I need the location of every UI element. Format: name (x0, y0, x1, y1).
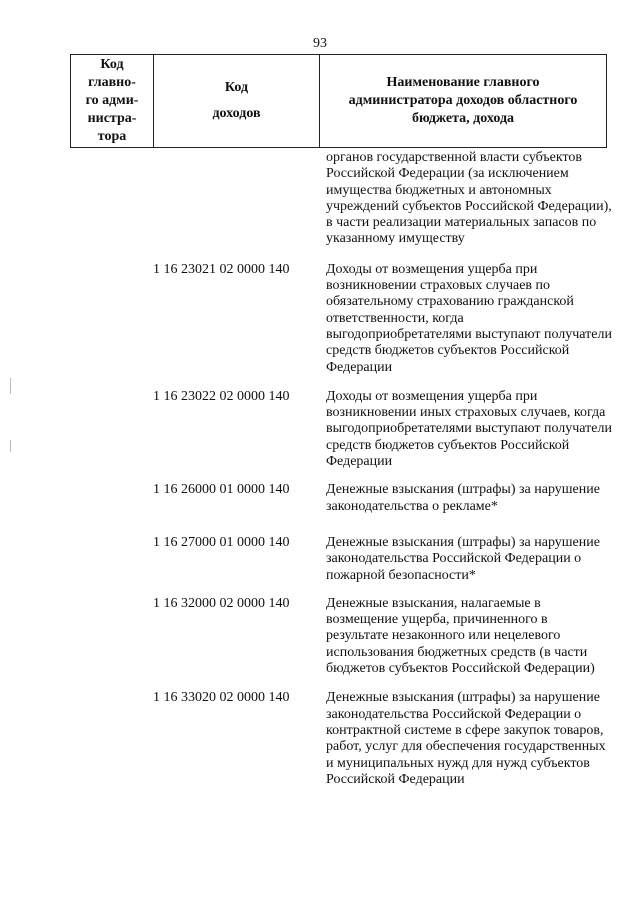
income-name: Денежные взыскания (штрафы) за нарушение законодательства Российской Федерации о пожарной безопасности* (326, 534, 600, 583)
table-row (0, 535, 640, 584)
table-row (0, 389, 640, 470)
table-row (0, 690, 640, 788)
header-admin-code-label: Код главно- го адми- нистра- тора (85, 57, 139, 144)
income-code: 1 16 23021 02 0000 140 (153, 261, 290, 277)
table-row (0, 596, 640, 677)
table-row (0, 262, 640, 376)
income-code: 1 16 26000 01 0000 140 (153, 482, 290, 498)
income-code: 1 16 32000 02 0000 140 (153, 595, 290, 611)
table-body (0, 150, 640, 788)
income-name: Денежные взыскания, налагаемые в возмещение ущерба, причиненного в результате незаконного или нецелевого использования бюджетных средств (в части бюджетов субъектов Российской Федерации) (326, 595, 595, 677)
income-name: Денежные взыскания (штрафы) за нарушение законодательства Российской Федерации о контрактной системе в сфере закупок товаров, работ, услуг для обеспечения государственных и муниципальных нужд для нужд субъектов Российской Федерации (326, 690, 606, 787)
page-number: 93 (313, 36, 327, 51)
table-row (0, 150, 640, 248)
header-income-code-label: Код доходов (212, 80, 261, 121)
income-code (153, 150, 320, 248)
table-header (70, 54, 607, 148)
income-name: Доходы от возмещения ущерба при возникновении страховых случаев по обязательному страхованию гражданской ответственности, когда выгодоприобретателями выступают получатели средств бюджетов субъектов Российской Федерации (326, 261, 612, 375)
header-name-label: Наименование главного администратора доходов областного бюджета, дохода (348, 75, 578, 126)
header-admin-code (71, 55, 154, 147)
income-name: Доходы от возмещения ущерба при возникновении иных страховых случаев, когда выгодоприобретателями выступают получатели средств бюджетов субъектов Российской Федерации (326, 388, 612, 470)
income-code: 1 16 27000 01 0000 140 (153, 534, 290, 550)
header-name (320, 55, 606, 147)
income-code: 1 16 33020 02 0000 140 (153, 690, 290, 706)
income-name: Денежные взыскания (штрафы) за нарушение законодательства о рекламе* (326, 482, 600, 514)
header-income-code (154, 55, 320, 147)
income-code: 1 16 23022 02 0000 140 (153, 388, 290, 404)
income-name: органов государственной власти субъектов Российской Федерации (за исключением имущества бюджетных и автономных учреждений субъектов Российской Федерации), в части реализации материальных запасов по указанному имуществу (326, 150, 612, 247)
table-row (0, 482, 640, 515)
